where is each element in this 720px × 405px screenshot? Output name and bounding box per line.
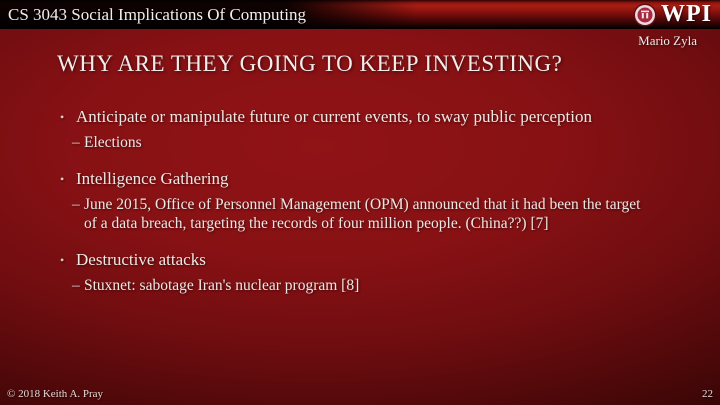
dash-icon: – bbox=[72, 277, 80, 294]
bullet-item bbox=[57, 168, 669, 190]
wpi-seal-icon bbox=[633, 3, 657, 27]
bullet-group bbox=[57, 249, 669, 295]
bullet-icon: • bbox=[60, 172, 65, 186]
sub-bullet-item bbox=[72, 133, 669, 152]
slide-title: WHY ARE THEY GOING TO KEEP INVESTING? bbox=[57, 51, 563, 76]
dash-icon: – bbox=[72, 196, 80, 213]
sub-bullet-text: June 2015, Office of Personnel Management (OPM) announced that it had been the target of a data breach, targeting the records of four million people. (China??) [7] bbox=[84, 196, 641, 232]
copyright: © 2018 Keith A. Pray bbox=[7, 388, 104, 400]
wpi-logo-text: WPI bbox=[661, 1, 712, 27]
bullet-text: Destructive attacks bbox=[76, 250, 206, 269]
bullet-item bbox=[57, 106, 669, 128]
sub-bullet-item bbox=[72, 276, 669, 295]
page-number: 22 bbox=[702, 388, 713, 400]
bullet-icon: • bbox=[60, 253, 65, 267]
bullet-text: Intelligence Gathering bbox=[76, 169, 229, 188]
bullet-item bbox=[57, 249, 669, 271]
sub-bullet-text: Stuxnet: sabotage Iran's nuclear program [8] bbox=[84, 277, 360, 294]
course-title: CS 3043 Social Implications Of Computing bbox=[8, 5, 306, 24]
sub-bullet-item bbox=[72, 195, 669, 233]
wpi-logo bbox=[633, 1, 712, 28]
top-bar bbox=[0, 0, 720, 29]
slide-body bbox=[57, 106, 669, 295]
bullet-text: Anticipate or manipulate future or current events, to sway public perception bbox=[76, 107, 592, 126]
bullet-group bbox=[57, 168, 669, 233]
sub-bullet-text: Elections bbox=[84, 134, 142, 151]
bullet-group bbox=[57, 106, 669, 152]
bullet-icon: • bbox=[60, 110, 65, 124]
author-name: Mario Zyla bbox=[638, 33, 697, 48]
dash-icon: – bbox=[72, 134, 80, 151]
